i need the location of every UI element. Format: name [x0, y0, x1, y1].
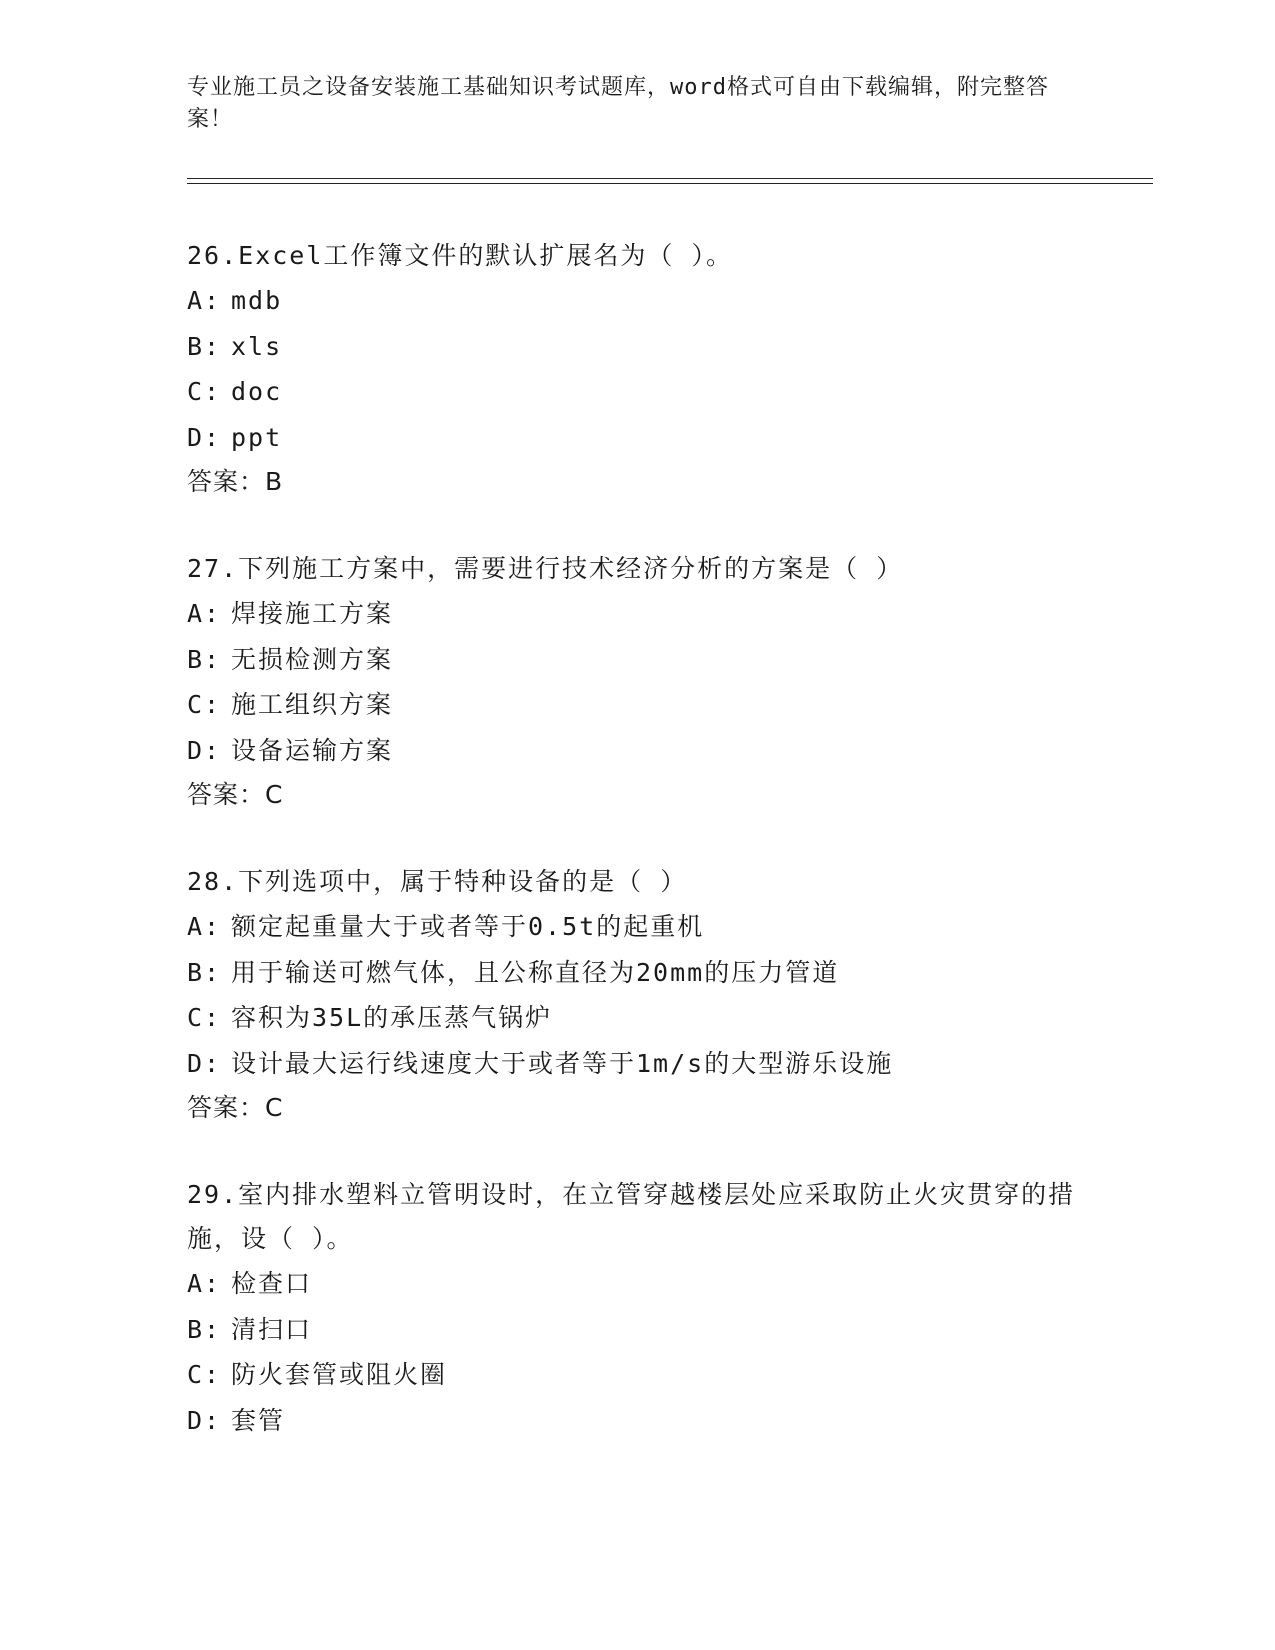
- option-b: B: xls: [187, 331, 283, 361]
- option-c: C: 防火套管或阻火圈: [187, 1360, 448, 1389]
- option-b: B: 无损检测方案: [187, 644, 394, 674]
- document-header: 专业施工员之设备安装施工基础知识考试题库，word格式可自由下载编辑，附完整答案！: [187, 75, 1049, 132]
- question-list: [187, 234, 1087, 1486]
- answer: 答案：C: [187, 1093, 284, 1122]
- option-d: D: 设备运输方案: [187, 735, 394, 765]
- question-29: [187, 1173, 1087, 1443]
- option-a: A: 焊接施工方案: [187, 599, 394, 628]
- option-c: C: 施工组织方案: [187, 690, 394, 719]
- question-26: [187, 234, 1087, 504]
- option-b: B: 用于输送可燃气体，且公称直径为20mm的压力管道: [187, 957, 840, 987]
- option-d: D: ppt: [187, 422, 283, 452]
- question-stem: 29.室内排水塑料立管明设时，在立管穿越楼层处应采取防止火灾贯穿的措施，设（ ）。: [187, 1180, 1076, 1253]
- question-stem: 26.Excel工作簿文件的默认扩展名为（ ）。: [187, 241, 733, 270]
- answer: 答案：B: [187, 467, 284, 496]
- option-c: C: 容积为35L的承压蒸气锅炉: [187, 1003, 553, 1032]
- option-b: B: 清扫口: [187, 1314, 313, 1344]
- option-a: A: 检查口: [187, 1269, 313, 1298]
- option-d: D: 套管: [187, 1405, 286, 1435]
- option-c: C: doc: [187, 377, 283, 406]
- option-a: A: 额定起重量大于或者等于0.5t的起重机: [187, 912, 705, 941]
- question-stem: 28.下列选项中，属于特种设备的是（ ）: [187, 867, 688, 896]
- answer: 答案：C: [187, 780, 284, 809]
- option-a: A: mdb: [187, 286, 283, 315]
- header-divider-top: [187, 178, 1153, 179]
- option-d: D: 设计最大运行线速度大于或者等于1m/s的大型游乐设施: [187, 1048, 894, 1078]
- question-28: [187, 860, 1087, 1130]
- question-27: [187, 547, 1087, 817]
- header-divider-bottom: [187, 183, 1153, 184]
- question-stem: 27.下列施工方案中，需要进行技术经济分析的方案是（ ）: [187, 554, 904, 583]
